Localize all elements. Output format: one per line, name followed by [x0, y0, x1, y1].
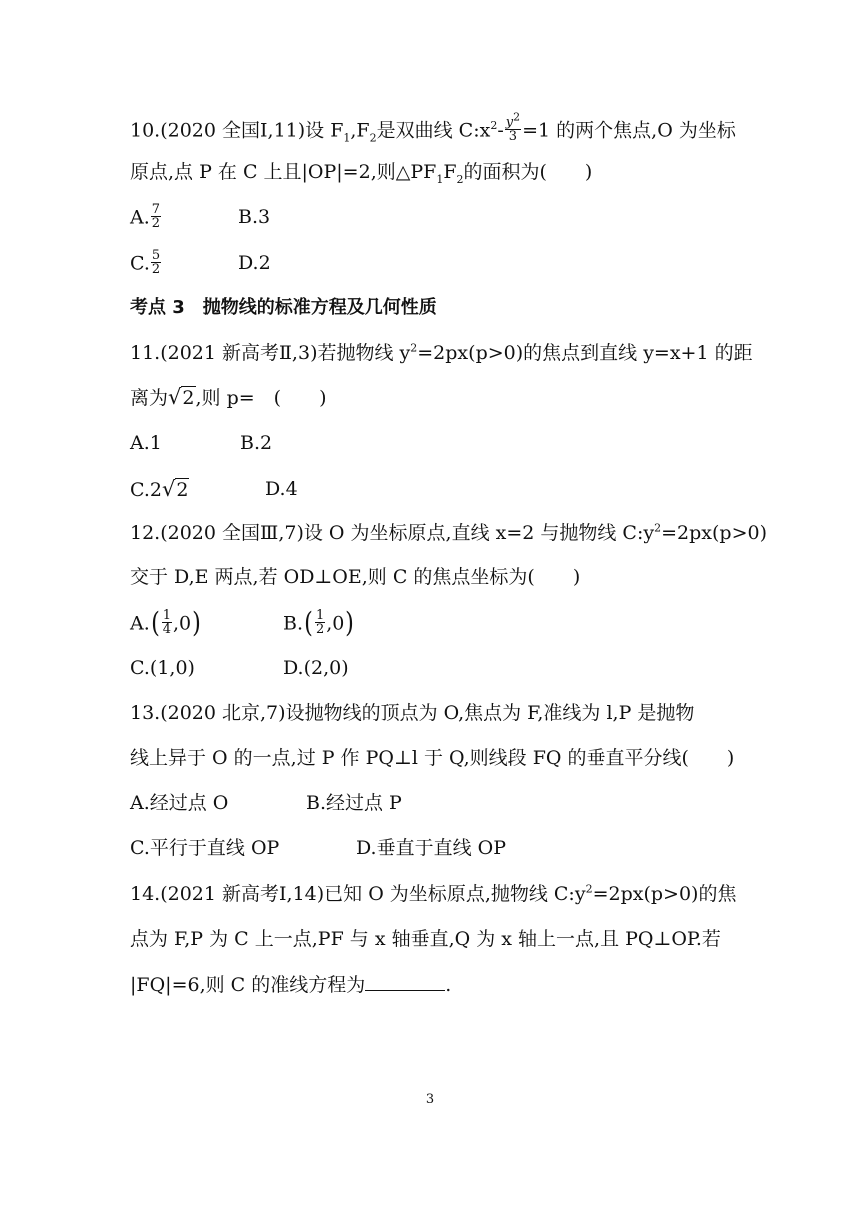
fraction-7-over-2 — [151, 203, 161, 230]
q10-option-d: D.2 — [238, 252, 271, 274]
q10-text: 10.(2020 全国Ⅰ,11)设 F — [130, 119, 344, 142]
q12-line1 — [130, 521, 767, 545]
q11-text: 离为 — [130, 387, 169, 409]
q10-text: F — [443, 161, 457, 183]
q11-line2 — [130, 385, 327, 410]
right-paren: ) — [192, 605, 201, 639]
option-label: C.2 — [130, 479, 162, 501]
q10-text: 的面积为( ) — [463, 161, 593, 183]
radical-sign: √ — [162, 477, 176, 501]
fraction-y2-over-3 — [505, 110, 521, 144]
left-paren: ( — [150, 605, 160, 639]
q11-text: ,则 p= ( ) — [195, 387, 327, 409]
sqrt-2 — [168, 385, 195, 410]
subscript: 1 — [436, 172, 444, 186]
fraction-denominator: 2 — [151, 216, 161, 231]
q10-line1 — [130, 110, 736, 145]
q13-option-b: B.经过点 P — [306, 792, 402, 814]
radicand: 2 — [176, 479, 189, 501]
sqrt-2 — [162, 477, 189, 502]
fraction-numerator: 5 — [151, 248, 161, 263]
q14-line1 — [130, 882, 736, 906]
fraction-denominator: 3 — [508, 129, 518, 144]
fraction-numerator: 7 — [151, 202, 161, 217]
q11-text: 11.(2021 新高考Ⅱ,3)若抛物线 y — [130, 342, 411, 364]
q11-option-b: B.2 — [240, 432, 273, 454]
fraction-numerator: 1 — [162, 608, 171, 623]
q12-option-b — [283, 605, 355, 639]
q12-text: =2px(p>0) — [661, 522, 767, 544]
q13-option-c: C.平行于直线 OP — [130, 837, 280, 859]
answer-blank[interactable] — [365, 972, 445, 991]
superscript: 2 — [654, 521, 662, 535]
page-number: 3 — [425, 1092, 435, 1107]
q14-line2: 点为 F,P 为 C 上一点,PF 与 x 轴垂直,Q 为 x 轴上一点,且 PQ⊥OP.若 — [130, 928, 721, 950]
q10-option-b: B.3 — [238, 206, 271, 228]
q11-option-a: A.1 — [130, 432, 162, 454]
q10-text: =1 的两个焦点,O 为坐标 — [522, 119, 736, 142]
q10-option-a — [130, 202, 162, 232]
q14-text: =2px(p>0)的焦 — [592, 883, 737, 905]
q11-option-d: D.4 — [265, 478, 298, 500]
q12-option-d: D.(2,0) — [283, 657, 349, 679]
left-paren: ( — [304, 605, 313, 639]
q10-line2 — [130, 160, 592, 184]
option-label: A. — [130, 206, 150, 229]
subscript: 2 — [369, 131, 377, 145]
superscript: 2 — [410, 341, 418, 355]
q10-text: 原点,点 P 在 C 上且|OP|=2,则△PF — [130, 161, 437, 183]
subscript: 1 — [343, 131, 351, 145]
q14-line3 — [130, 972, 451, 997]
q11-option-c — [130, 477, 189, 502]
fraction-1-over-4 — [162, 609, 172, 636]
q13-option-a: A.经过点 O — [130, 792, 229, 814]
fraction-denominator: 4 — [162, 622, 171, 637]
q14-text: . — [445, 974, 452, 996]
superscript: 2 — [490, 119, 498, 133]
q10-text: ,F — [350, 119, 370, 142]
option-label: A. — [130, 612, 150, 635]
fraction-denominator: 2 — [151, 262, 161, 277]
option-label: C. — [130, 252, 150, 275]
fraction-numerator: 1 — [315, 608, 325, 623]
superscript: 2 — [513, 110, 521, 124]
radicand: 2 — [182, 387, 195, 409]
section-heading-3: 考点 3 抛物线的标准方程及几何性质 — [130, 297, 437, 318]
q14-text: |FQ|=6,则 C 的准线方程为 — [130, 974, 366, 996]
q11-text: =2px(p>0)的焦点到直线 y=x+1 的距 — [417, 342, 753, 364]
q13-line1: 13.(2020 北京,7)设抛物线的顶点为 O,焦点为 F,准线为 l,P 是抛物 — [130, 702, 695, 724]
option-text: ,0 — [326, 612, 345, 635]
q12-option-c: C.(1,0) — [130, 657, 195, 679]
q11-line1 — [130, 341, 753, 365]
q14-text: 14.(2021 新高考Ⅰ,14)已知 O 为坐标原点,抛物线 C:y — [130, 883, 586, 905]
q12-option-a — [130, 605, 202, 639]
q12-text: 12.(2020 全国Ⅲ,7)设 O 为坐标原点,直线 x=2 与抛物线 C:y — [130, 522, 655, 544]
fraction-numerator: y — [505, 115, 514, 130]
right-paren: ) — [345, 605, 355, 639]
fraction-1-over-2 — [315, 609, 325, 636]
subscript: 2 — [456, 172, 464, 186]
q10-option-c — [130, 248, 162, 278]
superscript: 2 — [585, 882, 593, 896]
minus-sign: - — [497, 119, 504, 142]
radical-sign: √ — [168, 385, 182, 409]
option-label: B. — [283, 612, 304, 635]
q13-option-d: D.垂直于直线 OP — [356, 837, 506, 859]
fraction-5-over-2 — [151, 249, 161, 276]
q13-line2: 线上异于 O 的一点,过 P 作 PQ⊥l 于 Q,则线段 FQ 的垂直平分线( ) — [130, 747, 735, 769]
fraction-denominator: 2 — [315, 622, 325, 637]
q10-text: 是双曲线 C:x — [376, 119, 491, 142]
option-text: ,0 — [172, 612, 192, 635]
q12-line2: 交于 D,E 两点,若 OD⊥OE,则 C 的焦点坐标为( ) — [130, 566, 581, 588]
